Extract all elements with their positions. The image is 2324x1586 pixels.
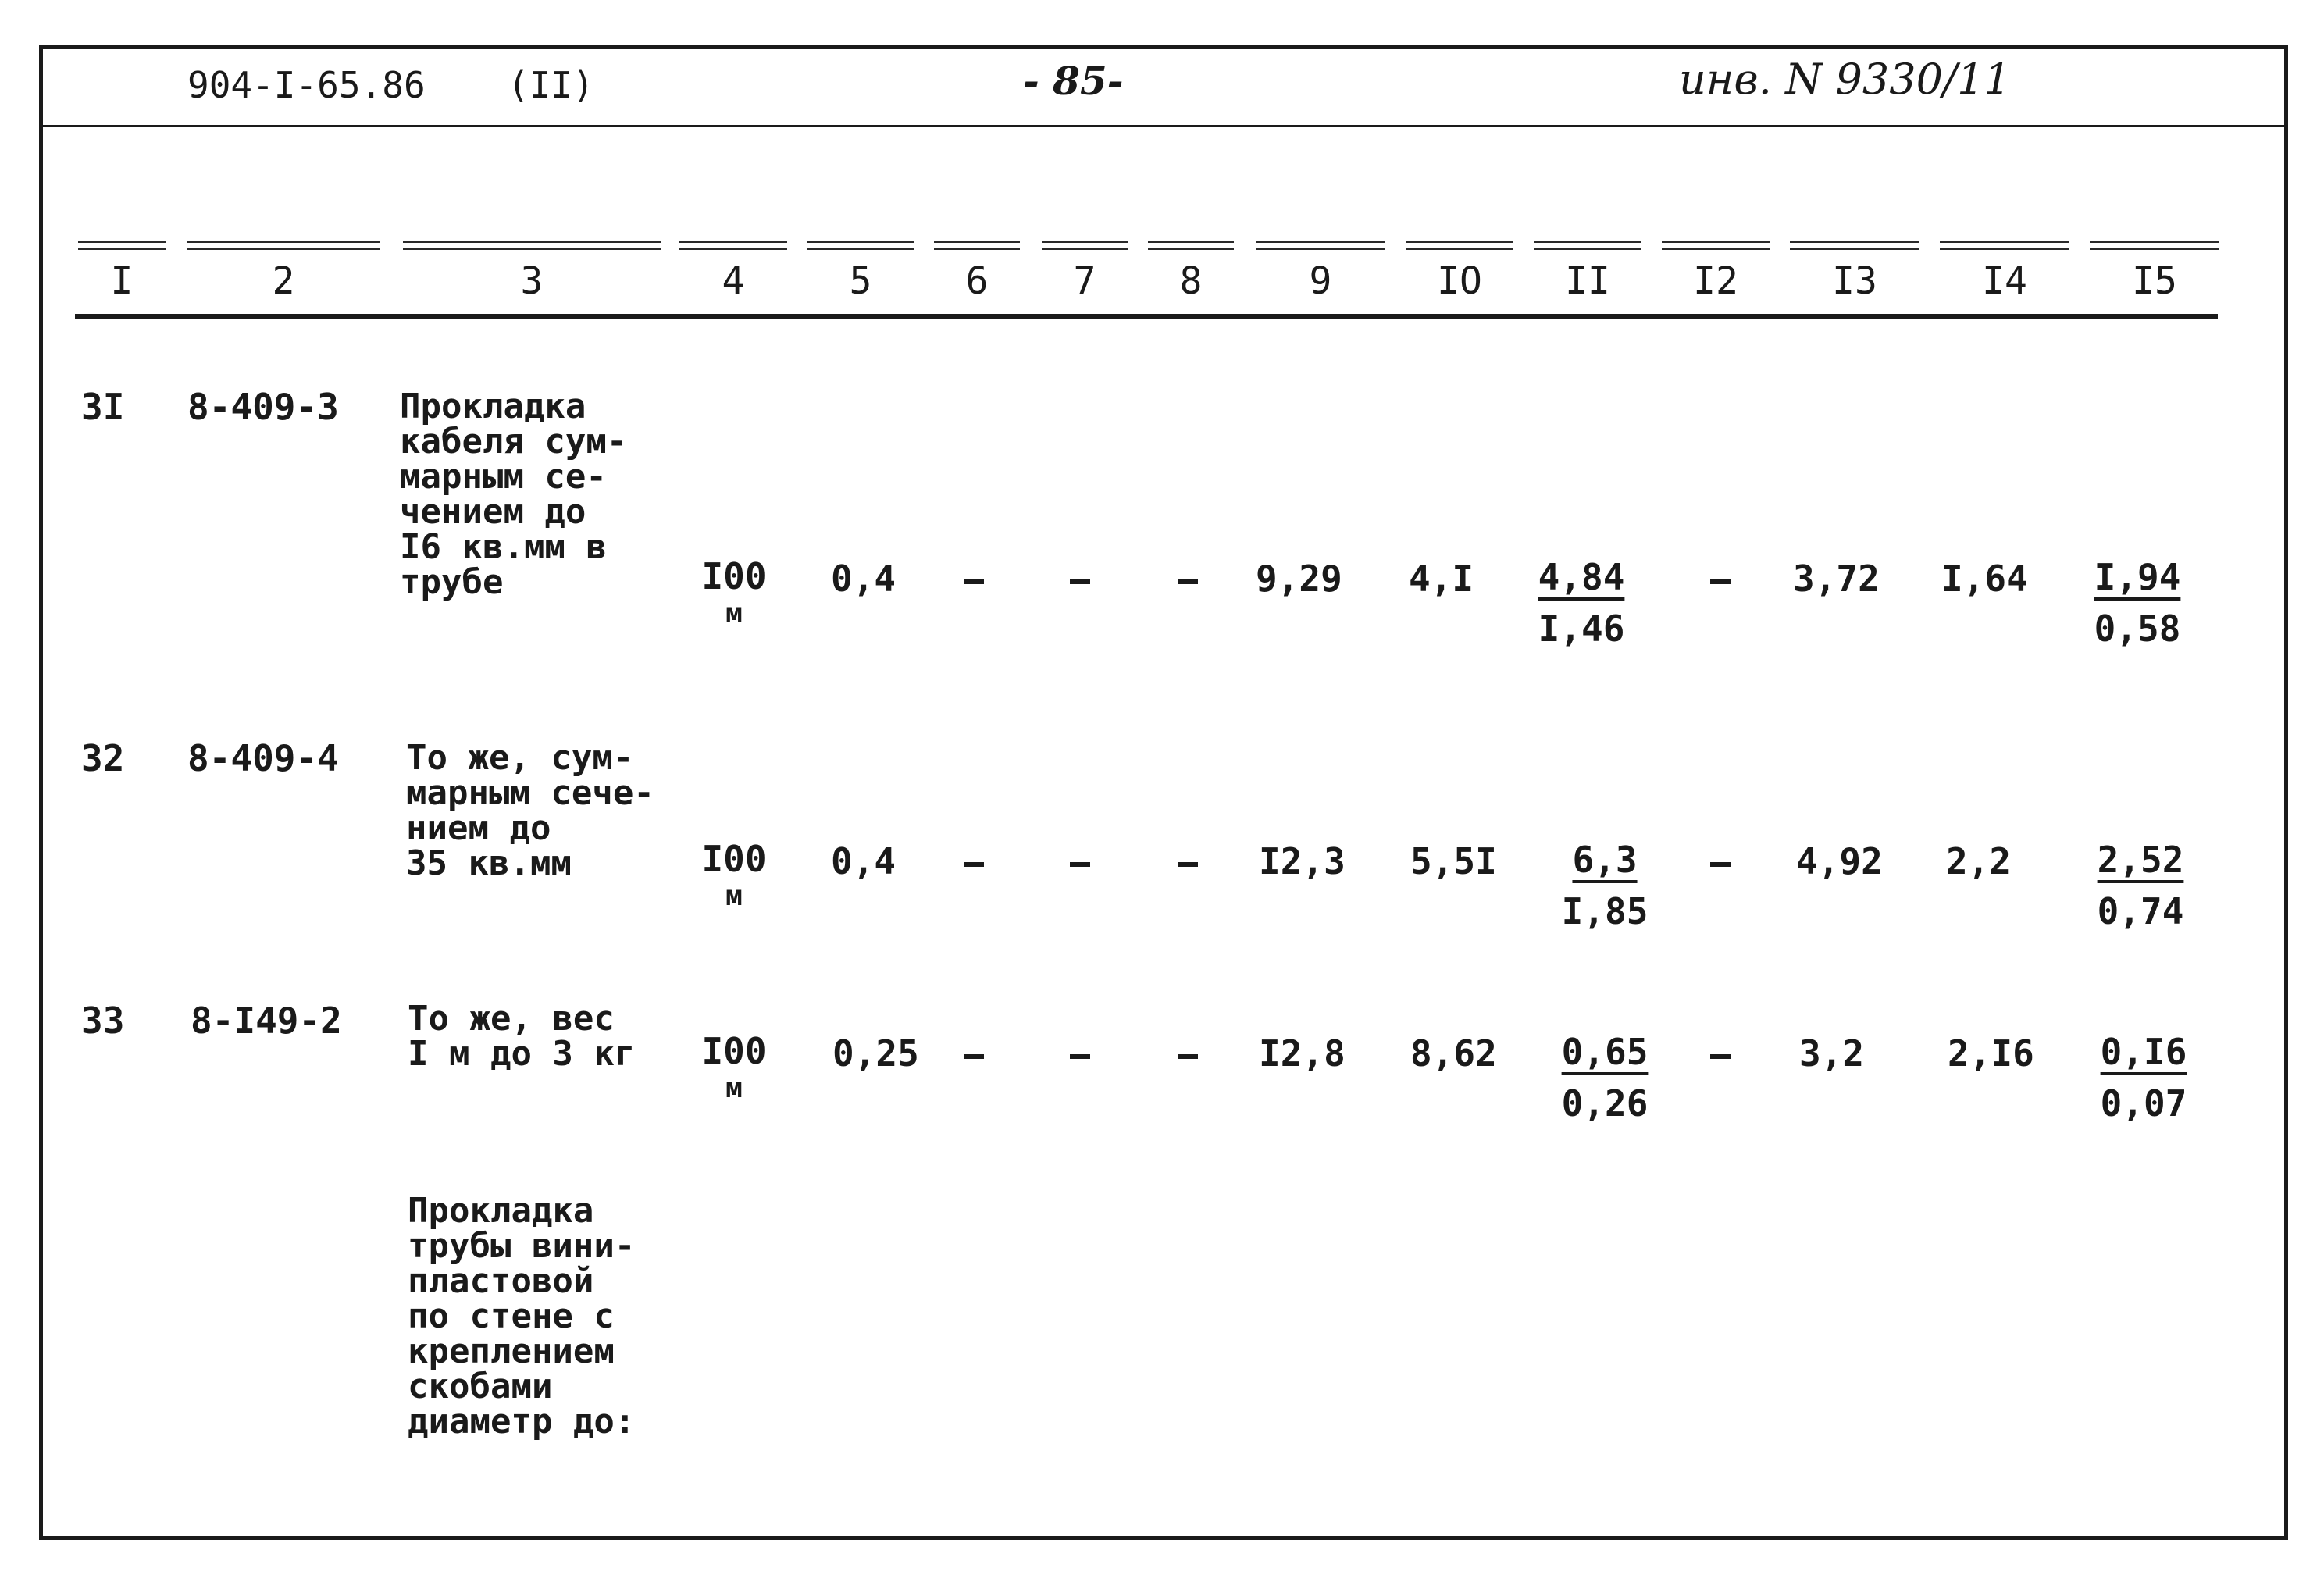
document-code: 904-I-65.86 bbox=[187, 64, 426, 106]
work-description: То же, сум- марным сече- нием до 35 кв.мм bbox=[406, 738, 654, 883]
work-description: Прокладка кабеля сум- марным се- чением до I6 кв.мм в трубе bbox=[400, 387, 628, 602]
work-description: То же, вес I м до 3 кг bbox=[408, 999, 636, 1074]
dash-col12 bbox=[1710, 862, 1731, 867]
column-number: 8 bbox=[1179, 259, 1203, 303]
column-rule bbox=[1042, 241, 1128, 250]
column-rule bbox=[1662, 241, 1770, 250]
dash-col6 bbox=[964, 1054, 984, 1059]
value-col9: I2,3 bbox=[1259, 840, 1346, 882]
value-col5: 0,4 bbox=[831, 840, 896, 882]
rate-code: 8-I49-2 bbox=[191, 1000, 342, 1042]
dash-col12 bbox=[1710, 1054, 1731, 1059]
dash-col12 bbox=[1710, 579, 1731, 584]
value-col13: 4,92 bbox=[1796, 840, 1883, 882]
value-col10: 5,5I bbox=[1410, 840, 1497, 882]
fraction-col15: $\frac{2,52}{0,74}$ bbox=[2097, 839, 2184, 932]
unit-of-measure: I00 м bbox=[701, 1030, 767, 1104]
column-number: I5 bbox=[2132, 259, 2177, 303]
inventory-number: инв. N 9330/11 bbox=[1679, 55, 2011, 104]
header-divider bbox=[39, 125, 2288, 127]
dash-col6 bbox=[964, 862, 984, 867]
dash-col7 bbox=[1070, 579, 1090, 584]
unit-of-measure: I00 м bbox=[701, 838, 767, 912]
column-rule bbox=[403, 241, 661, 250]
fraction-col11: $\frac{4,84}{I,46}$ bbox=[1538, 556, 1625, 650]
value-col13: 3,72 bbox=[1793, 558, 1880, 600]
page-number: - 85- bbox=[1023, 58, 1124, 104]
column-rule bbox=[1406, 241, 1513, 250]
fraction-col11: $\frac{6,3}{I,85}$ bbox=[1561, 839, 1649, 932]
row-number: 3I bbox=[81, 386, 125, 428]
column-number: 4 bbox=[722, 259, 745, 303]
value-col10: 8,62 bbox=[1410, 1032, 1497, 1075]
column-rule bbox=[1940, 241, 2069, 250]
column-number: I2 bbox=[1693, 259, 1738, 303]
column-number: 9 bbox=[1309, 259, 1332, 303]
column-number: 3 bbox=[520, 259, 544, 303]
unit-of-measure: I00 м bbox=[701, 555, 767, 629]
rate-code: 8-409-4 bbox=[187, 737, 339, 779]
column-rule bbox=[679, 241, 787, 250]
dash-col8 bbox=[1178, 579, 1198, 584]
value-col13: 3,2 bbox=[1799, 1032, 1865, 1075]
dash-col8 bbox=[1178, 862, 1198, 867]
column-rule bbox=[78, 241, 166, 250]
dash-col6 bbox=[964, 579, 984, 584]
fraction-col15: $\frac{0,I6}{0,07}$ bbox=[2100, 1031, 2187, 1124]
fraction-col15: $\frac{I,94}{0,58}$ bbox=[2094, 556, 2181, 650]
column-number: II bbox=[1565, 259, 1610, 303]
column-rule bbox=[1790, 241, 1919, 250]
column-number: 2 bbox=[272, 259, 295, 303]
column-rule bbox=[187, 241, 380, 250]
document-part: (II) bbox=[508, 64, 594, 106]
column-rule bbox=[2090, 241, 2219, 250]
column-rule bbox=[1148, 241, 1234, 250]
column-number: I4 bbox=[1982, 259, 2027, 303]
value-col10: 4,I bbox=[1409, 558, 1474, 600]
row-number: 33 bbox=[81, 1000, 125, 1042]
column-rule bbox=[1534, 241, 1641, 250]
column-number: IO bbox=[1437, 259, 1482, 303]
rate-code: 8-409-3 bbox=[187, 386, 339, 428]
dash-col7 bbox=[1070, 862, 1090, 867]
row-number: 32 bbox=[81, 737, 125, 779]
fraction-col11: $\frac{0,65}{0,26}$ bbox=[1561, 1031, 1649, 1124]
column-header-underline bbox=[75, 314, 2218, 319]
dash-col8 bbox=[1178, 1054, 1198, 1059]
value-col5: 0,4 bbox=[831, 558, 896, 600]
value-col14: 2,2 bbox=[1946, 840, 2012, 882]
column-number: I bbox=[110, 259, 134, 303]
value-col5: 0,25 bbox=[832, 1032, 919, 1075]
dash-col7 bbox=[1070, 1054, 1090, 1059]
value-col14: 2,I6 bbox=[1948, 1032, 2034, 1075]
column-number: 5 bbox=[849, 259, 872, 303]
column-number: 7 bbox=[1073, 259, 1096, 303]
column-number: I3 bbox=[1832, 259, 1877, 303]
value-col9: 9,29 bbox=[1256, 558, 1342, 600]
column-rule bbox=[807, 241, 914, 250]
column-number: 6 bbox=[965, 259, 989, 303]
column-rule bbox=[934, 241, 1020, 250]
section-note: Прокладка трубы вини- пластовой по стене с креплением скобами диаметр до: bbox=[408, 1191, 636, 1442]
value-col14: I,64 bbox=[1941, 558, 2028, 600]
column-rule bbox=[1256, 241, 1385, 250]
value-col9: I2,8 bbox=[1259, 1032, 1346, 1075]
